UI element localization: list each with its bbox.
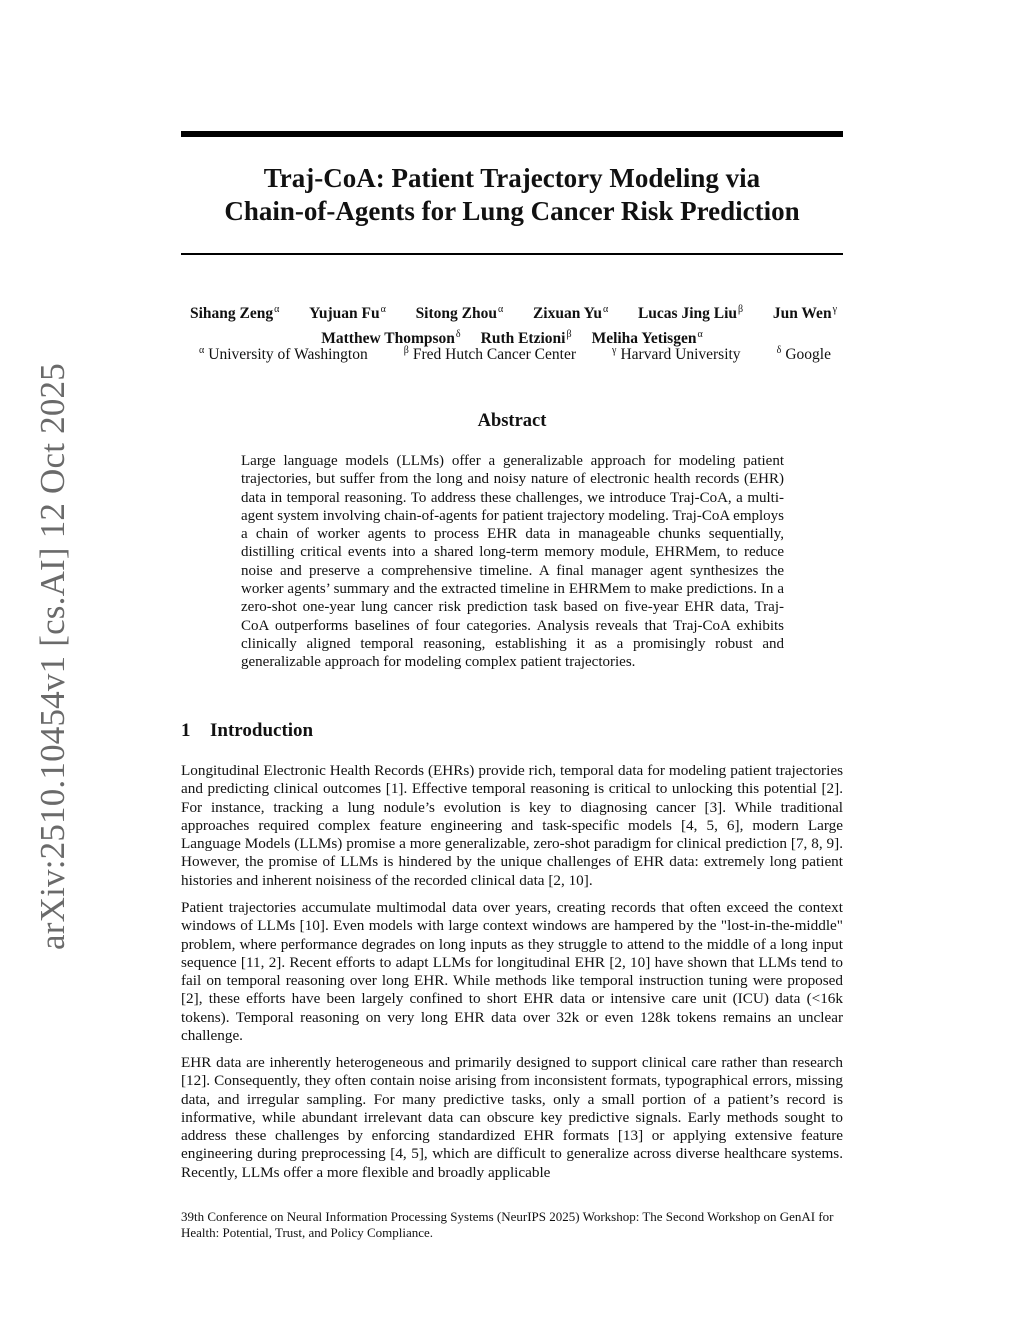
paper-title (181, 162, 843, 228)
author: Matthew Thompson$^\delta$ (321, 329, 461, 347)
body-paragraph: Longitudinal Electronic Health Records (EHRs) provide rich, temporal data for modeling patient trajectories and predicting clinical outcomes [1]. Effective temporal reasoning is critical to unlocking this potential [2]. For instance, tracking a lung nodule’s evolution is key to diagnosing cancer [3]. While traditional approaches required complex feature engineering and task-specific models [4, 5, 6], modern Large Language Models (LLMs) promise a more generalizable, zero-shot paradigm for clinical prediction [7, 8, 9]. However, the promise of LLMs is hindered by the unique challenges of EHR data: extremely long patient histories and inherent noisiness of the recorded clinical data [2, 10]. (181, 762, 843, 889)
author: Zixuan $Yu^\alpha$ (532, 304, 609, 322)
affiliation: $^\delta$ Google (776, 345, 831, 363)
body-paragraph: Patient trajectories accumulate multimodal data over years, creating records that often exceed the context windows of LLMs [10]. Even models with large context windows are hampered by the "lost-in-the-middle" problem, where performance degrades on long inputs as they struggle to attend to the middle of a long input sequence [11, 2]. Recent efforts to adapt LLMs for longitudinal EHR [2, 10] have shown that LLMs tend to fail on temporal reasoning over long EHR. While methods like temporal instruction tuning were proposed [2], these efforts have been largely confined to short EHR data or intensive care unit (ICU) data (<16k tokens). Temporal reasoning on very long EHR data over 32k or even 128k tokens remains an unclear challenge. (181, 899, 843, 1045)
arxiv-identifier-stamp: arXiv:2510.10454v1 [cs.AI] 12 Oct 2025 (33, 363, 72, 950)
author-list (181, 299, 843, 349)
affiliation: $^\gamma$ Harvard University (612, 345, 741, 363)
author: Ruth Etzioni$^\beta$ (480, 329, 572, 347)
title-line: Chain-of-Agents for Lung Cancer Risk Prediction (224, 196, 800, 226)
affiliation: $^\beta$ Fred Hutch Cancer Center (403, 345, 576, 363)
author-line (181, 299, 843, 324)
title-line: Traj-CoA: Patient Trajectory Modeling via (263, 163, 761, 193)
affiliation: $^\alpha$ University of Washington (199, 345, 368, 363)
author: Jun Wen$^\gamma$ (772, 304, 837, 322)
author: Lucas Jing Liu$^\beta$ (637, 304, 744, 322)
abstract-text: Large language models (LLMs) offer a generalizable approach for modeling patient trajectories, but suffer from the long and noisy nature of electronic health records (EHR) data in temporal reasoning. To address these challenges, we introduce Traj-CoA, a multi-agent system involving chain-of-agents for patient trajectory modeling. Traj-CoA employs a chain of worker agents to process EHR data in manageable chunks sequentially, distilling critical events into a shared long-term memory module, EHRMem, to reduce noise and preserve a comprehensive timeline. A final manager agent synthesizes the worker agents’ summary and the extracted timeline in EHRMem to make predictions. In a zero-shot one-year lung cancer risk prediction task based on five-year EHR data, Traj-CoA outperforms baselines of four categories. Analysis reveals that Traj-CoA exhibits clinically aligned temporal reasoning, establishing it as a promisingly robust and generalizable approach for modeling complex patient trajectories. (241, 453, 784, 671)
author: Sihang Zeng$^\alpha$ (190, 304, 280, 322)
author: Sitong Zhou$^\alpha$ (415, 304, 504, 322)
title-top-rule (181, 131, 843, 137)
section-heading (181, 720, 313, 742)
section-title: Introduction (210, 720, 314, 741)
abstract-heading: Abstract (477, 411, 547, 431)
body-paragraph: EHR data are inherently heterogeneous and primarily designed to support clinical care rather than research [12]. Consequently, they often contain noise arising from inconsistent formats, typographical errors, missing data, and irregular sampling. For many predictive tasks, only a small portion of a patient’s record is informative, while abundant irrelevant data can obscure key predictive signals. Early methods sought to address these challenges by enforcing standardized EHR formats [13] or applying extensive feature engineering during preprocessing [4, 5], which are difficult to generalize across diverse healthcare systems. Recently, LLMs offer a more flexible and broadly applicable (181, 1054, 843, 1181)
author: Yujuan $Fu^\alpha$ (309, 304, 386, 322)
title-bottom-rule (181, 253, 843, 255)
conference-footnote: 39th Conference on Neural Information Processing Systems (NeurIPS 2025) Workshop: The Second Workshop on GenAI for Health: Potential, Trust, and Policy Compliance. (181, 1209, 834, 1240)
author: Meliha Yetisgen$^\alpha$ (591, 329, 703, 347)
affiliation-list (181, 345, 843, 364)
section-number: 1 (181, 720, 191, 741)
